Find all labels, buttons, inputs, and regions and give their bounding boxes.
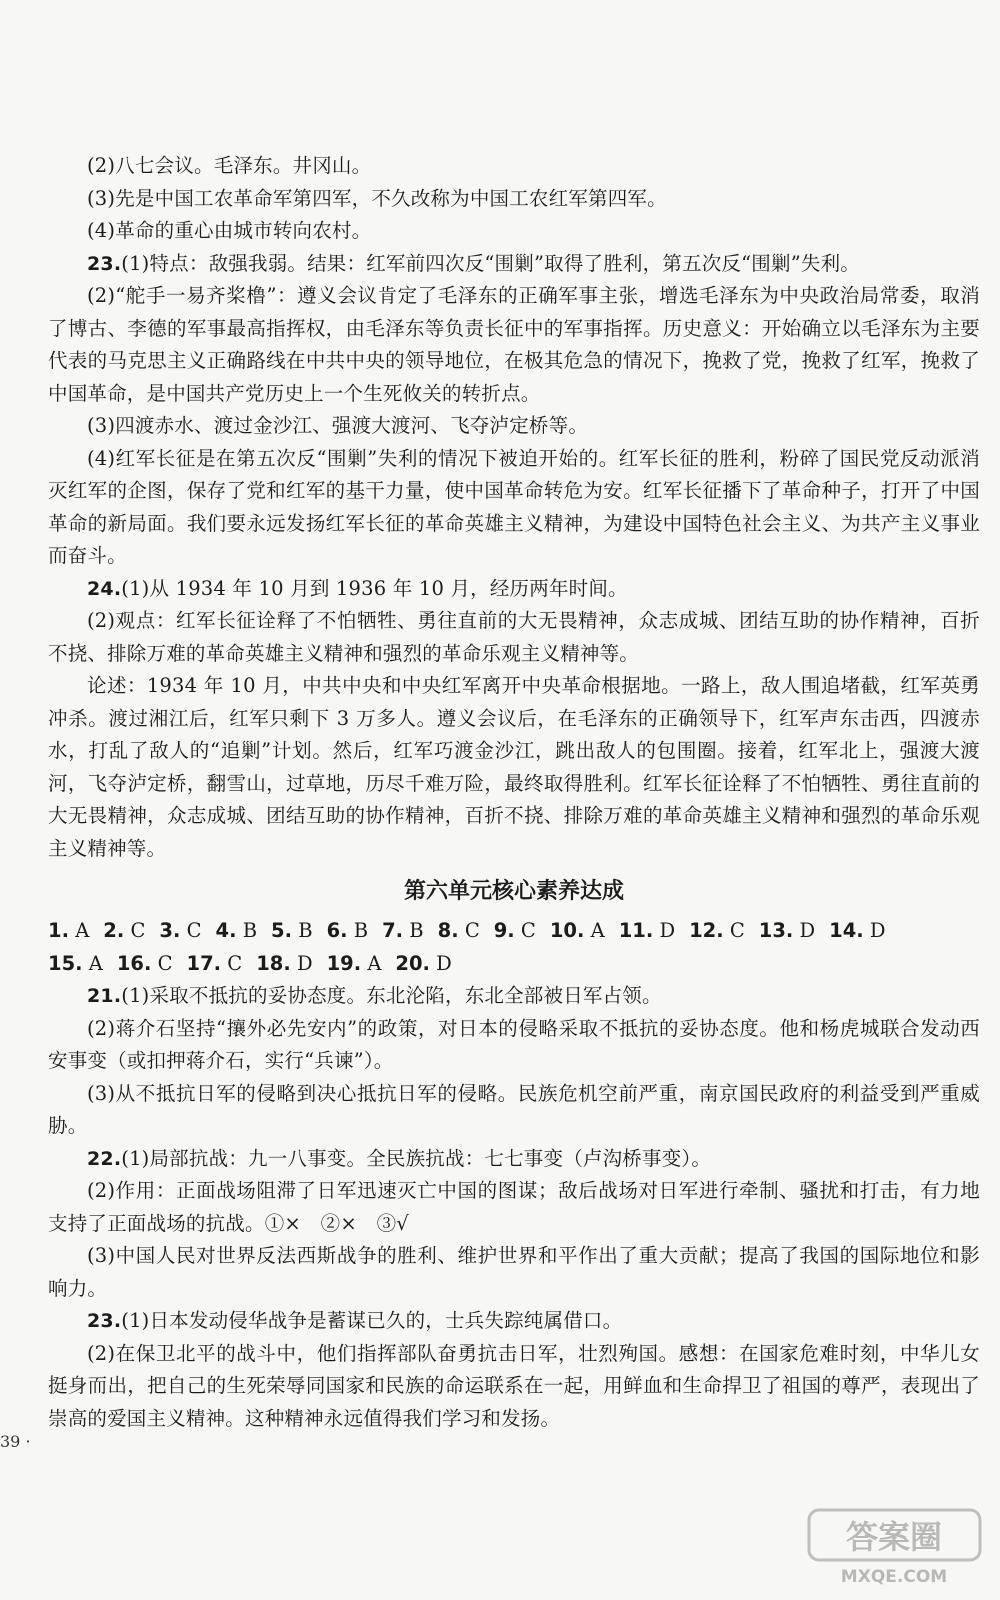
answer-item: [48, 948, 103, 981]
question-23-part3: (3)四渡赤水、渡过金沙江、强渡大渡河、飞夺泸定桥等。: [87, 414, 589, 437]
answer-item: [256, 948, 312, 981]
answer-number: 17.: [186, 951, 222, 975]
answer-item: [103, 915, 145, 948]
answer-number: 4.: [215, 919, 237, 942]
answer-choice: D: [799, 919, 816, 942]
answer-choice: C: [130, 919, 146, 942]
question-21-part2: (2)蒋介石坚持“攘外必先安内”的政策，对日本的侵略采取不抵抗的妥协态度。他和杨虎城联合发动西安事变（或扣押蒋介石，实行“兵谏”）。: [48, 1016, 980, 1072]
answer-item: [271, 915, 313, 948]
answer-choice: D: [436, 951, 452, 975]
answer-choice: A: [88, 951, 103, 975]
answer-item: [494, 915, 536, 948]
question-number: 23.: [87, 1310, 122, 1332]
question-22-part2: (2)作用：正面战场阻滞了日军迅速灭亡中国的图谋；敌后战场对日军进行牵制、骚扰和打击，有力地支持了正面战场的抗战。①× ②× ③√: [48, 1179, 980, 1235]
question-22-part3: (3)中国人民对世界反法西斯战争的胜利、维护世界和平作出了重大贡献；提高了我国的国际地位和影响力。: [48, 1244, 980, 1300]
answer-number: 13.: [758, 919, 794, 942]
answer-line: (4)革命的重心由城市转向农村。: [87, 219, 372, 242]
answer-item: [48, 915, 89, 948]
question-number: 21.: [87, 985, 122, 1007]
answer-item: [395, 948, 451, 981]
answer-number: 1.: [48, 919, 69, 942]
answer-line: (3)先是中国工农革命军第四军，不久改称为中国工农红军第四军。: [87, 186, 667, 210]
answer-choice: C: [186, 919, 202, 942]
unit-title: 第六单元核心素养达成: [403, 879, 624, 904]
answer-number: 7.: [382, 919, 404, 942]
answer-item: [550, 915, 605, 948]
answer-choice: D: [296, 951, 313, 975]
answer-choice: A: [75, 919, 90, 942]
answer-number: 20.: [395, 951, 430, 975]
question-number: 24.: [87, 577, 122, 600]
answer-number: 14.: [829, 919, 864, 942]
answer-choice: D: [659, 919, 676, 942]
answer-number: 6.: [326, 919, 348, 942]
question-23b-part1: 23.(1)日本发动侵华战争是蓄谋已久的，士兵失踪纯属借口。: [87, 1309, 623, 1332]
question-24-part2: (2)观点：红军长征诠释了不怕牺牲、勇往直前的大无畏精神，众志成城、团结互助的协作精神，百折不挠、排除万难的革命英雄主义精神和强烈的革命乐观主义精神等。: [48, 609, 980, 665]
multiple-choice-answers: [48, 915, 980, 980]
answer-choice: A: [590, 919, 605, 942]
answer-number: 5.: [271, 919, 293, 942]
answer-choice: A: [367, 951, 382, 975]
answer-choice: C: [464, 919, 480, 942]
answer-choice: B: [353, 919, 369, 942]
answer-item: [759, 915, 815, 948]
answer-item: [327, 915, 369, 948]
question-23-part1: 23.(1)特点：敌强我弱。结果：红军前四次反“围剿”取得了胜利，第五次反“围剿”失利。: [87, 251, 860, 275]
answer-number: 8.: [437, 919, 459, 942]
answer-row: [48, 948, 980, 981]
answer-number: 19.: [326, 951, 362, 975]
page-content: [48, 150, 980, 1435]
answer-item: [216, 915, 258, 948]
answer-choice: C: [227, 951, 243, 975]
answer-choice: C: [520, 919, 536, 942]
answer-item: [117, 948, 173, 981]
watermark-logo: [807, 1508, 982, 1588]
watermark-url: MXQE.COM: [840, 1567, 948, 1587]
answer-number: 16.: [116, 951, 152, 975]
question-24-part1: 24.(1)从 1934 年 10 月到 1936 年 10 月，经历两年时间。: [87, 576, 628, 600]
answer-item: [689, 915, 745, 948]
answer-number: 15.: [48, 951, 83, 975]
answer-choice: C: [729, 919, 745, 942]
answer-choice: C: [157, 951, 173, 975]
answer-number: 3.: [159, 919, 181, 942]
answer-line: (2)八七会议。毛泽东。井冈山。: [87, 154, 372, 177]
question-number: 23.: [87, 252, 122, 275]
answer-number: 18.: [256, 951, 291, 975]
answer-number: 9.: [493, 919, 515, 942]
question-23-part4: (4)红军长征是在第五次反“围剿”失利的情况下被迫开始的。红军长征的胜利，粉碎了国民党反动派消灭红军的企图，保存了党和红军的基干力量，使中国革命转危为安。红军长征播下了革命种子，打开了中国革命的新局面。我们要永远发扬红军长征的革命英雄主义精神，为建设中国特色社会主义、为共产主义事业而奋斗。: [48, 446, 980, 567]
question-number: 22.: [87, 1147, 122, 1170]
question-23-part2: (2)“舵手一易齐桨橹”：遵义会议肯定了毛泽东的正确军事主张，增选毛泽东为中央政治局常委，取消了博古、李德的军事最高指挥权，由毛泽东等负责长征中的军事指挥。历史意义：开始确立以毛泽东为主要代表的马克思主义正确路线在中共中央的领导地位，在极其危急的情况下，挽救了党，挽救了红军，挽救了中国革命，是中国共产党历史上一个生死攸关的转折点。: [48, 284, 980, 405]
question-23b-part2: (2)在保卫北平的战斗中，他们指挥部队奋勇抗击日军，壮烈殉国。感想：在国家危难时刻，中华儿女挺身而出，把自己的生死荣辱同国家和民族的命运联系在一起，用鲜血和生命捍卫了祖国的尊严，表现出了崇高的爱国主义精神。这种精神永远值得我们学习和发扬。: [48, 1341, 980, 1430]
answer-item: [829, 915, 885, 948]
answer-choice: B: [242, 919, 258, 942]
answer-item: [382, 915, 424, 948]
answer-item: [619, 915, 675, 948]
answer-number: 12.: [689, 919, 724, 942]
answer-item: [187, 948, 243, 981]
page-number: 39 ·: [0, 1432, 31, 1451]
answer-number: 10.: [549, 919, 585, 942]
answer-choice: B: [298, 919, 313, 942]
question-22-part1: 22.(1)局部抗战：九一八事变。全民族抗战：七七事变（卢沟桥事变）。: [87, 1146, 712, 1170]
watermark-text: 答案圈: [845, 1518, 943, 1556]
answer-item: [438, 915, 480, 948]
answer-choice: B: [409, 919, 424, 942]
question-24-discussion: 论述：1934 年 10 月，中共中央和中央红军离开中央革命根据地。一路上，敌人围追堵截，红军英勇冲杀。渡过湘江后，红军只剩下 3 万多人。遵义会议后，在毛泽东的正确领导下，红军声东击西，四渡赤水，打乱了敌人的“追剿”计划。然后，红军巧渡金沙江，跳出敌人的包围圈。接着，红军北上，强渡大渡河，飞夺泸定桥，翻雪山，过草地，历尽千难万险，最终取得胜利。红军长征诠释了不怕牺牲、勇往直前的大无畏精神，众志成城、团结互助的协作精神，百折不挠、排除万难的革命英雄主义精神和强烈的革命乐观主义精神等。: [48, 674, 980, 860]
question-21-part3: (3)从不抵抗日军的侵略到决心抵抗日军的侵略。民族危机空前严重，南京国民政府的利益受到严重威胁。: [48, 1081, 980, 1137]
answer-row: [48, 915, 980, 948]
answer-item: [159, 915, 201, 948]
answer-item: [327, 948, 382, 981]
answer-number: 11.: [618, 919, 654, 942]
question-21-part1: 21.(1)采取不抵抗的妥协态度。东北沦陷，东北全部被日军占领。: [87, 984, 662, 1007]
answer-number: 2.: [103, 919, 125, 942]
answer-choice: D: [869, 919, 886, 942]
